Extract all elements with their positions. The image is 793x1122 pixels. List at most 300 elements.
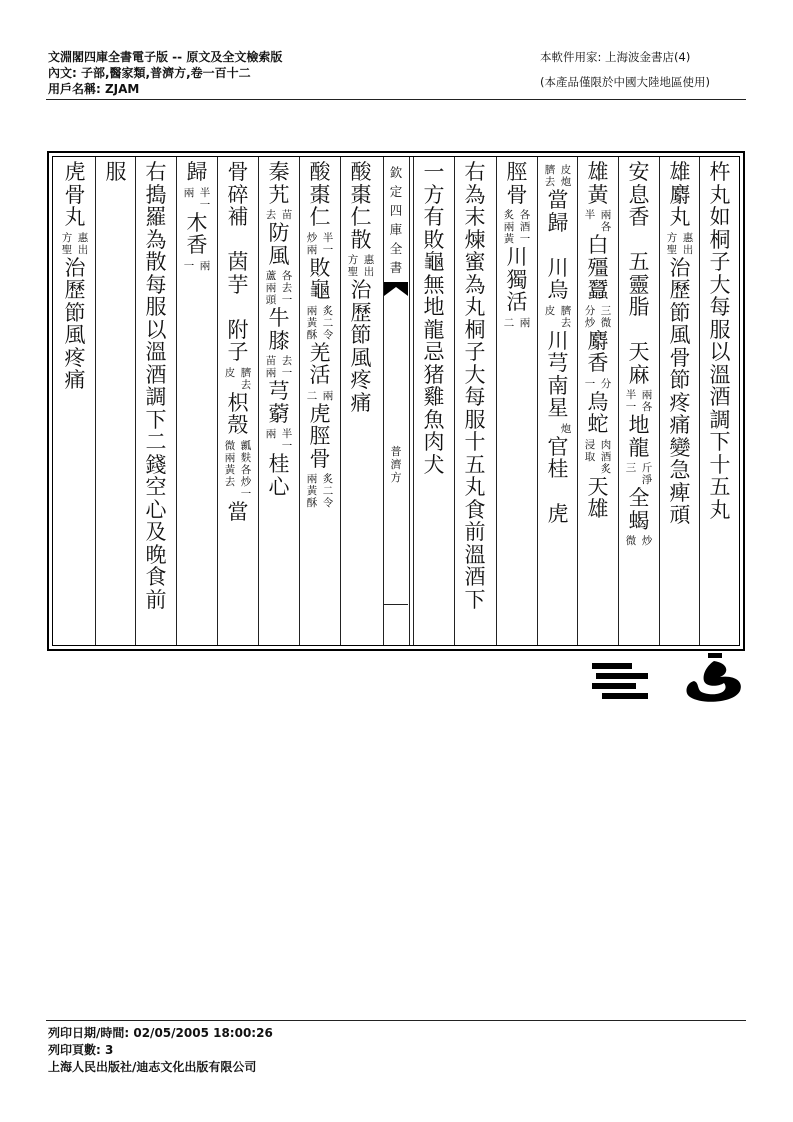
main-glyph: 地 — [423, 295, 445, 319]
main-glyph: 食 — [464, 497, 486, 522]
annotation-glyph: 去 — [281, 282, 293, 294]
annotation-glyph: 炙 — [322, 304, 334, 317]
main-glyph: 仁 — [350, 205, 372, 229]
footer-print-datetime: 列印日期/時間: 02/05/2005 18:00:26 — [48, 1026, 273, 1040]
main-glyph: 川 — [547, 255, 569, 280]
annotation-glyph: 二 — [322, 485, 334, 497]
annotation-glyph: 浸 — [584, 438, 596, 451]
main-glyph: 蠶 — [587, 278, 609, 302]
main-glyph: 心 — [268, 474, 290, 499]
main-glyph: 川 — [506, 245, 528, 269]
annotation-glyph: 半 — [281, 428, 293, 440]
annotation-glyph: 一 — [322, 243, 334, 256]
main-glyph: 香 — [186, 233, 208, 257]
main-glyph: 官 — [547, 434, 569, 459]
main-glyph: 當 — [547, 188, 569, 212]
main-glyph: 酒 — [709, 385, 731, 409]
annotation-glyph: 一 — [584, 377, 596, 390]
annotation-glyph: 分 — [600, 377, 612, 390]
annotation-glyph: 一 — [281, 440, 293, 452]
main-glyph: 以 — [145, 317, 167, 342]
column-rule — [299, 157, 300, 645]
main-glyph: 食 — [145, 565, 167, 589]
main-glyph: 歸 — [547, 210, 569, 235]
main-glyph: 痛 — [669, 413, 691, 437]
main-glyph: 大 — [709, 272, 731, 297]
annotation-glyph: 兩 — [519, 316, 531, 329]
main-glyph: 下 — [145, 407, 167, 432]
annotation-glyph: 兩 — [322, 389, 334, 402]
main-glyph: 芎 — [268, 379, 290, 403]
main-glyph: 龍 — [628, 435, 650, 460]
main-glyph: 棗 — [350, 182, 372, 207]
publisher-logo — [592, 661, 648, 701]
main-glyph: 骨 — [227, 160, 249, 184]
main-glyph: 香 — [628, 205, 650, 229]
main-glyph: 丸 — [64, 205, 86, 229]
annotation-glyph: 兩 — [265, 367, 277, 379]
annotation-glyph: 分 — [584, 304, 596, 317]
footer-print-pages: 列印頁數: 3 — [48, 1043, 114, 1057]
main-glyph: 桐 — [709, 227, 731, 252]
annotation-glyph: 麩 — [240, 451, 252, 464]
main-glyph: 麝 — [669, 182, 691, 207]
annotation-glyph: 一 — [281, 367, 293, 379]
main-glyph: 蜜 — [464, 250, 486, 274]
main-glyph: 二 — [145, 430, 167, 454]
main-glyph: 芎 — [547, 351, 569, 375]
main-glyph: 酒 — [464, 565, 486, 589]
annotation-glyph: 黃 — [306, 316, 318, 329]
annotation-glyph: 一 — [183, 259, 195, 272]
main-glyph: 麝 — [587, 328, 609, 353]
annotation-glyph: 酥 — [306, 497, 318, 509]
center-rule — [384, 604, 408, 605]
annotation-glyph: 方 — [61, 231, 73, 244]
main-glyph: 酸 — [350, 160, 372, 184]
annotation-glyph: 黃 — [306, 485, 318, 497]
annotation-glyph: 半 — [625, 389, 637, 401]
annotation-glyph: 微 — [625, 535, 637, 547]
main-glyph: 服 — [145, 295, 167, 319]
main-glyph: 煉 — [464, 227, 486, 252]
annotation-glyph: 令 — [322, 328, 334, 341]
main-glyph: 丸 — [669, 205, 691, 229]
main-glyph: 星 — [547, 396, 569, 420]
annotation-glyph: 苗 — [265, 355, 277, 367]
annotation-glyph: 方 — [347, 254, 359, 266]
main-glyph: 骨 — [309, 446, 331, 471]
main-glyph: 活 — [506, 290, 528, 314]
annotation-glyph: 各 — [240, 463, 252, 476]
annotation-glyph: 炒 — [240, 475, 252, 488]
annotation-glyph: 惠 — [363, 254, 375, 266]
column-rule — [95, 157, 96, 645]
annotation-glyph: 酒 — [519, 221, 531, 233]
main-glyph: 烏 — [587, 389, 609, 414]
annotation-glyph: 黃 — [503, 233, 515, 245]
main-glyph: 節 — [350, 323, 372, 347]
annotation-glyph: 半 — [199, 186, 211, 199]
annotation-glyph: 一 — [281, 294, 293, 306]
main-glyph: 節 — [64, 300, 86, 325]
annotation-glyph: 蘆 — [265, 270, 277, 282]
main-glyph: 歷 — [64, 278, 86, 302]
main-glyph: 心 — [145, 497, 167, 522]
main-glyph: 溫 — [709, 362, 731, 387]
main-glyph: 服 — [709, 317, 731, 342]
header-user-line: 用戶名稱: ZJAM — [48, 82, 140, 96]
main-glyph: 茵 — [227, 250, 249, 274]
main-glyph: 子 — [709, 250, 731, 274]
main-glyph: 末 — [464, 205, 486, 229]
main-glyph: 丸 — [464, 475, 486, 499]
main-glyph — [218, 230, 258, 251]
footer-publisher: 上海人民出版社/迪志文化出版有限公司 — [48, 1060, 257, 1074]
main-glyph: 黃 — [587, 182, 609, 207]
annotation-glyph: 炙 — [600, 462, 612, 475]
annotation-glyph: 出 — [682, 243, 694, 256]
main-glyph: 十 — [709, 452, 731, 477]
main-glyph: 歸 — [186, 160, 208, 184]
main-glyph: 香 — [587, 351, 609, 375]
annotation-glyph: 惠 — [77, 231, 89, 244]
main-glyph: 犬 — [423, 452, 445, 477]
annotation-glyph: 方 — [666, 231, 678, 244]
annotation-glyph: 去 — [265, 209, 277, 221]
main-glyph: 南 — [547, 373, 569, 398]
main-glyph: 艽 — [268, 182, 290, 207]
main-glyph: 蝎 — [628, 508, 650, 533]
annotation-glyph: 炒 — [584, 316, 596, 329]
annotation-glyph: 去 — [560, 316, 572, 329]
annotation-glyph: 聖 — [61, 243, 73, 256]
annotation-glyph: 微 — [224, 439, 236, 452]
main-glyph: 秦 — [268, 160, 290, 184]
header-left — [48, 49, 282, 97]
main-glyph: 調 — [145, 385, 167, 409]
main-glyph: 子 — [464, 340, 486, 364]
main-glyph: 虎 — [309, 401, 331, 426]
annotation-glyph: 炮 — [560, 176, 572, 188]
main-glyph: 酒 — [145, 362, 167, 387]
main-glyph: 雄 — [669, 160, 691, 184]
main-glyph: 枳 — [227, 390, 249, 415]
annotation-glyph: 取 — [584, 450, 596, 463]
main-glyph: 節 — [669, 300, 691, 325]
annotation-glyph: 兩 — [183, 186, 195, 199]
main-glyph: 下 — [464, 587, 486, 612]
main-glyph: 右 — [145, 160, 167, 184]
main-glyph: 牛 — [268, 306, 290, 330]
main-glyph: 治 — [350, 278, 372, 302]
main-glyph: 天 — [628, 340, 650, 364]
main-glyph: 敗 — [423, 227, 445, 252]
center-title-glyph: 欽 — [389, 165, 403, 180]
annotation-glyph: 二 — [503, 316, 515, 329]
main-glyph: 全 — [628, 486, 650, 510]
main-glyph: 息 — [628, 182, 650, 207]
main-glyph: 疼 — [669, 390, 691, 415]
main-glyph: 肉 — [423, 430, 445, 454]
main-glyph: 散 — [350, 227, 372, 252]
main-glyph: 及 — [145, 520, 167, 544]
main-glyph: 當 — [227, 499, 249, 524]
header-right — [540, 49, 710, 90]
annotation-glyph: 皮 — [560, 164, 572, 176]
annotation-glyph: 一 — [240, 487, 252, 500]
column-rule — [496, 157, 497, 645]
main-glyph: 麻 — [628, 362, 650, 387]
main-glyph: 疼 — [64, 345, 86, 370]
main-glyph: 一 — [423, 160, 445, 184]
main-glyph: 猪 — [423, 362, 445, 387]
annotation-glyph: 半 — [584, 209, 596, 221]
annotation-glyph: 臍 — [544, 164, 556, 176]
main-glyph: 五 — [628, 250, 650, 274]
main-glyph: 藭 — [268, 401, 290, 426]
main-glyph: 脂 — [628, 295, 650, 319]
header-title-line: 文淵閣四庫全書電子版 -- 原文及全文檢索版 — [48, 50, 283, 64]
annotation-glyph: 兩 — [503, 221, 515, 233]
main-glyph: 節 — [669, 368, 691, 392]
annotation-glyph: 各 — [641, 401, 653, 413]
annotation-glyph: 黃 — [224, 463, 236, 476]
main-glyph: 服 — [464, 407, 486, 432]
annotation-glyph: 兩 — [600, 209, 612, 221]
main-glyph: 殭 — [587, 255, 609, 280]
main-glyph: 治 — [669, 255, 691, 280]
main-glyph: 桐 — [464, 317, 486, 342]
main-glyph: 補 — [227, 205, 249, 229]
center-title-glyph: 書 — [389, 260, 403, 275]
main-glyph: 為 — [464, 182, 486, 207]
main-glyph: 五 — [709, 475, 731, 499]
annotation-glyph: 一 — [519, 233, 531, 245]
main-glyph: 丸 — [709, 182, 731, 207]
main-glyph: 雄 — [587, 160, 609, 184]
annotation-glyph: 酒 — [600, 450, 612, 463]
annotation-glyph: 肉 — [600, 438, 612, 451]
annotation-glyph: 各 — [519, 209, 531, 221]
annotation-glyph: 兩 — [306, 243, 318, 256]
main-glyph: 晚 — [145, 542, 167, 567]
main-glyph: 空 — [145, 475, 167, 499]
main-glyph: 忌 — [423, 340, 445, 364]
main-glyph: 痛 — [64, 368, 86, 392]
main-glyph: 桂 — [268, 452, 290, 476]
main-glyph: 子 — [227, 340, 249, 364]
annotation-glyph: 頭 — [265, 294, 277, 306]
main-glyph: 碎 — [227, 182, 249, 207]
center-book-glyph: 普 — [390, 445, 402, 458]
center-title-glyph: 定 — [389, 184, 403, 199]
annotation-glyph: 去 — [281, 355, 293, 367]
main-glyph: 痛 — [350, 390, 372, 415]
fishtail-mark — [384, 282, 408, 296]
annotation-glyph: 聖 — [347, 266, 359, 278]
annotation-glyph: 炮 — [560, 422, 572, 435]
annotation-glyph: 兩 — [306, 473, 318, 485]
main-glyph: 溫 — [464, 542, 486, 567]
footer-rule — [46, 1020, 746, 1021]
main-glyph: 安 — [628, 160, 650, 184]
main-glyph: 地 — [628, 413, 650, 437]
annotation-glyph: 兩 — [265, 428, 277, 440]
main-glyph: 下 — [709, 430, 731, 454]
annotation-glyph: 兩 — [265, 282, 277, 294]
main-glyph: 風 — [350, 345, 372, 370]
main-glyph: 方 — [423, 182, 445, 207]
main-glyph: 十 — [464, 430, 486, 454]
annotation-glyph: 半 — [322, 231, 334, 244]
annotation-glyph: 三 — [625, 462, 637, 474]
main-glyph: 附 — [227, 317, 249, 342]
main-glyph: 風 — [669, 323, 691, 347]
center-book-glyph: 方 — [390, 471, 402, 484]
annotation-glyph: 兩 — [641, 389, 653, 401]
main-glyph: 有 — [423, 205, 445, 229]
main-glyph: 骨 — [506, 182, 528, 207]
main-glyph: 大 — [464, 362, 486, 387]
main-glyph: 仁 — [309, 205, 331, 229]
annotation-glyph: 皮 — [544, 304, 556, 317]
annotation-glyph: 各 — [281, 270, 293, 282]
annotation-glyph: 炒 — [641, 535, 653, 547]
main-glyph: 芋 — [227, 272, 249, 297]
main-glyph: 獨 — [506, 267, 528, 292]
annotation-glyph: 皮 — [224, 366, 236, 379]
annotation-glyph: 瓤 — [240, 439, 252, 452]
center-title-glyph: 四 — [389, 203, 403, 218]
annotation-glyph: 去 — [224, 475, 236, 488]
annotation-glyph: 斤 — [641, 462, 653, 474]
annotation-glyph: 三 — [600, 304, 612, 317]
main-glyph: 靈 — [628, 272, 650, 297]
main-glyph: 虎 — [547, 502, 569, 526]
annotation-glyph: 二 — [322, 316, 334, 329]
main-glyph — [619, 320, 659, 341]
center-title-glyph: 全 — [389, 241, 403, 256]
main-glyph: 桂 — [547, 457, 569, 481]
main-glyph — [218, 297, 258, 318]
main-glyph: 丸 — [709, 497, 731, 522]
main-glyph: 雄 — [587, 497, 609, 521]
main-glyph: 羅 — [145, 205, 167, 229]
annotation-glyph: 一 — [625, 401, 637, 413]
main-glyph: 龜 — [423, 250, 445, 274]
main-glyph — [619, 230, 659, 251]
main-glyph: 五 — [464, 452, 486, 477]
column-rule — [409, 157, 410, 645]
annotation-glyph: 二 — [306, 389, 318, 402]
main-glyph: 羌 — [309, 340, 331, 365]
main-glyph: 棗 — [309, 182, 331, 207]
annotation-glyph: 酥 — [306, 328, 318, 341]
annotation-glyph: 一 — [199, 198, 211, 211]
main-glyph: 疼 — [350, 368, 372, 392]
main-glyph: 殼 — [227, 413, 249, 437]
annotation-glyph: 苗 — [281, 209, 293, 221]
header-rule — [46, 99, 746, 100]
main-glyph: 天 — [587, 474, 609, 499]
main-glyph: 骨 — [669, 345, 691, 370]
annotation-glyph: 臍 — [560, 304, 572, 317]
main-glyph: 骨 — [64, 182, 86, 207]
main-glyph: 每 — [709, 295, 731, 319]
annotation-glyph: 出 — [77, 243, 89, 256]
annotation-glyph: 兩 — [224, 451, 236, 464]
main-glyph: 木 — [186, 210, 208, 235]
main-glyph: 散 — [145, 250, 167, 274]
publisher-emblem — [684, 653, 746, 705]
main-glyph: 治 — [64, 255, 86, 280]
main-glyph: 痺 — [669, 480, 691, 505]
main-glyph: 防 — [268, 221, 290, 245]
main-glyph: 魚 — [423, 407, 445, 432]
main-glyph: 急 — [669, 458, 691, 482]
main-glyph: 酸 — [309, 160, 331, 184]
main-glyph: 川 — [547, 328, 569, 353]
main-glyph: 風 — [268, 243, 290, 268]
main-glyph: 前 — [464, 520, 486, 544]
main-glyph: 以 — [709, 340, 731, 364]
main-glyph: 每 — [145, 272, 167, 297]
main-glyph: 烏 — [547, 278, 569, 302]
annotation-glyph: 炙 — [322, 473, 334, 485]
header-content-line: 內文: 子部,醫家類,普濟方,卷一百十二 — [48, 66, 251, 80]
main-glyph: 杵 — [709, 160, 731, 184]
annotation-glyph: 炙 — [503, 209, 515, 221]
main-glyph — [538, 235, 578, 256]
annotation-glyph: 兩 — [306, 304, 318, 317]
main-glyph: 無 — [423, 272, 445, 297]
annotation-glyph: 去 — [240, 378, 252, 391]
main-glyph: 敗 — [309, 255, 331, 280]
main-glyph: 丸 — [464, 295, 486, 319]
main-glyph: 服 — [105, 160, 127, 184]
main-glyph: 搗 — [145, 182, 167, 207]
annotation-glyph: 出 — [363, 266, 375, 278]
annotation-glyph: 聖 — [666, 243, 678, 256]
annotation-glyph: 淨 — [641, 474, 653, 486]
annotation-glyph: 微 — [600, 316, 612, 329]
main-glyph: 變 — [669, 435, 691, 460]
main-glyph: 活 — [309, 363, 331, 387]
main-glyph: 風 — [64, 323, 86, 347]
main-glyph — [538, 482, 578, 503]
main-glyph: 如 — [709, 205, 731, 229]
center-title-glyph: 庫 — [389, 222, 403, 237]
main-glyph: 為 — [145, 227, 167, 252]
main-glyph: 歷 — [669, 278, 691, 302]
annotation-glyph: 炒 — [306, 231, 318, 244]
main-glyph: 錢 — [145, 452, 167, 477]
main-glyph: 虎 — [64, 160, 86, 184]
annotation-glyph: 兩 — [199, 259, 211, 272]
main-glyph: 蛇 — [587, 412, 609, 436]
annotation-glyph: 惠 — [682, 231, 694, 244]
main-glyph: 前 — [145, 587, 167, 612]
annotation-glyph: 臍 — [240, 366, 252, 379]
annotation-glyph: 各 — [600, 221, 612, 233]
main-glyph: 雞 — [423, 385, 445, 409]
main-glyph: 龍 — [423, 317, 445, 342]
center-book-name — [383, 445, 409, 484]
main-glyph: 頑 — [669, 503, 691, 527]
main-glyph: 脛 — [506, 160, 528, 184]
main-glyph: 右 — [464, 160, 486, 184]
